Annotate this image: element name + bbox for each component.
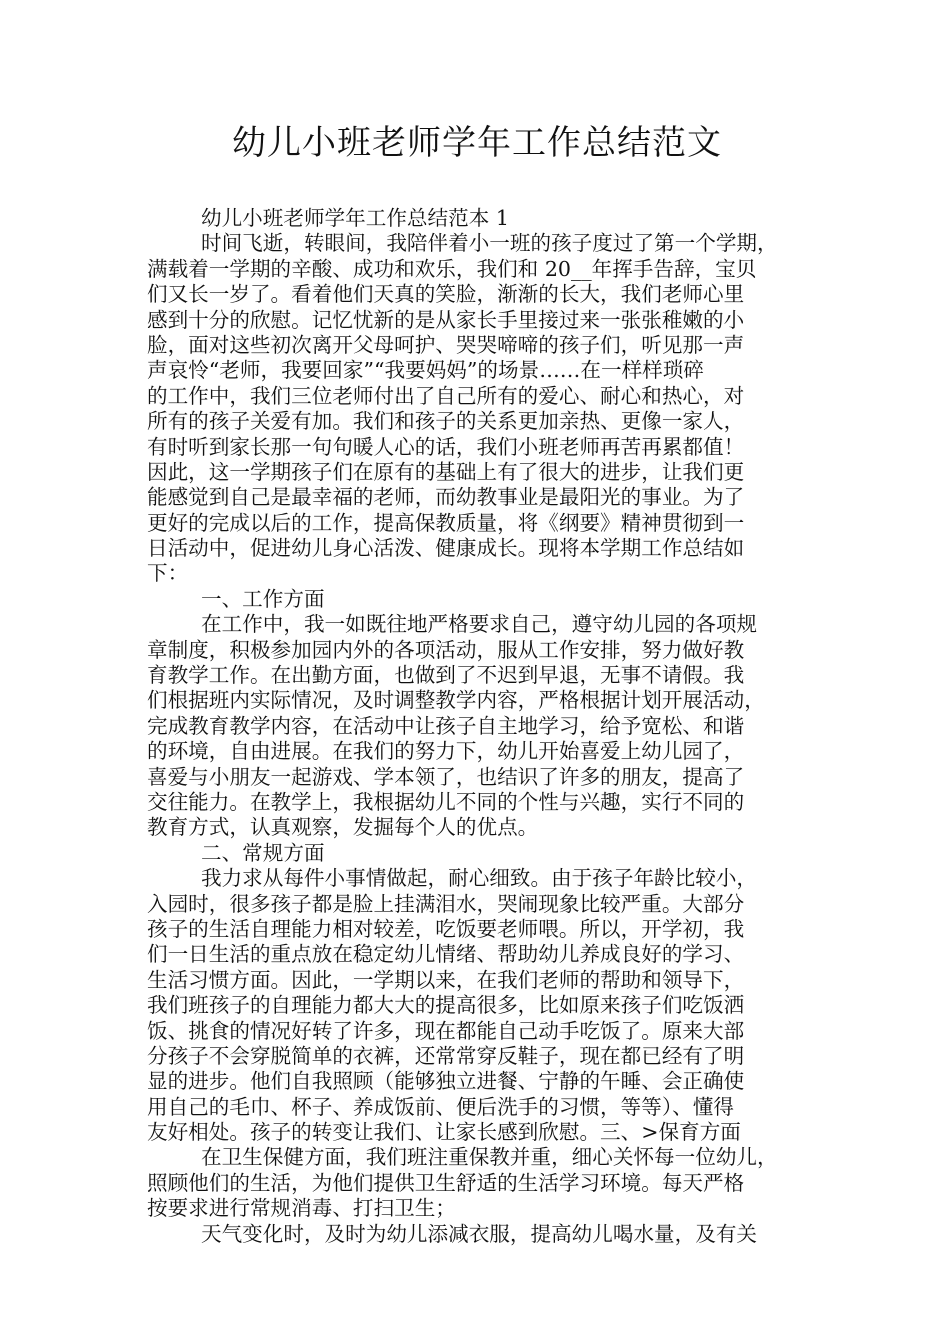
text-line: 入园时，很多孩子都是脸上挂满泪水，哭闹现象比较严重。大部分 xyxy=(147,891,745,916)
text-line: 们一日生活的重点放在稳定幼儿情绪、帮助幼儿养成良好的学习、 xyxy=(147,942,745,967)
document-body xyxy=(147,206,807,1247)
text-line: 的环境，自由进展。在我们的努力下，幼儿开始喜爱上幼儿园了， xyxy=(147,739,745,764)
text-line: 在工作中，我一如既往地严格要求自己，遵守幼儿园的各项规 xyxy=(201,612,758,637)
text-line: 有时听到家长那一句句暖人心的话，我们小班老师再苦再累都值！ xyxy=(147,434,745,459)
text-line: 天气变化时，及时为幼儿添减衣服，提高幼儿喝水量，及有关 xyxy=(201,1221,758,1246)
text-line: 更好的完成以后的工作，提高保教质量，将《纲要》精神贯彻到一 xyxy=(147,510,745,535)
text-line: 的工作中，我们三位老师付出了自己所有的爱心、耐心和热心，对 xyxy=(147,383,745,408)
text-line: 声哀怜“老师，我要回家”“我要妈妈”的场景……在一样样琐碎 xyxy=(147,358,704,383)
document-title: 幼儿小班老师学年工作总结范文 xyxy=(232,123,722,163)
text-line: 能感觉到自己是最幸福的老师，而幼教事业是最阳光的事业。为了 xyxy=(147,485,745,510)
text-line: 满载着一学期的辛酸、成功和欢乐，我们和 20__年挥手告辞，宝贝 xyxy=(147,256,757,281)
text-line: 我们班孩子的自理能力都大大的提高很多，比如原来孩子们吃饭洒 xyxy=(147,993,745,1018)
text-line: 时间飞逝，转眼间，我陪伴着小一班的孩子度过了第一个学期， xyxy=(201,231,778,256)
text-line: 二、常规方面 xyxy=(201,840,325,865)
text-line: 按要求进行常规消毒、打扫卫生； xyxy=(147,1196,456,1221)
text-line: 交往能力。在教学上，我根据幼儿不同的个性与兴趣，实行不同的 xyxy=(147,789,745,814)
text-line: 们又长一岁了。看着他们天真的笑脸，渐渐的长大，我们老师心里 xyxy=(147,282,745,307)
text-line: 章制度，积极参加园内外的各项活动，服从工作安排，努力做好教 xyxy=(147,637,745,662)
text-line: 一、工作方面 xyxy=(201,586,325,611)
text-line: 脸，面对这些初次离开父母呵护、哭哭啼啼的孩子们，听见那一声 xyxy=(147,332,745,357)
text-line: 友好相处。孩子的转变让我们、让家长感到欣慰。三、>保育方面 xyxy=(147,1120,741,1145)
text-line: 孩子的生活自理能力相对较差，吃饭要老师喂。所以，开学初，我 xyxy=(147,916,745,941)
text-line: 日活动中，促进幼儿身心活泼、健康成长。现将本学期工作总结如 xyxy=(147,536,745,561)
text-line: 因此，这一学期孩子们在原有的基础上有了很大的进步，让我们更 xyxy=(147,459,745,484)
text-line: 照顾他们的生活，为他们提供卫生舒适的生活学习环境。每天严格 xyxy=(147,1170,745,1195)
text-line: 教育方式，认真观察，发掘每个人的优点。 xyxy=(147,815,539,840)
text-line: 育教学工作。在出勤方面，也做到了不迟到早退，无事不请假。我 xyxy=(147,663,745,688)
text-line: 在卫生保健方面，我们班注重保教并重，细心关怀每一位幼儿， xyxy=(201,1145,778,1170)
text-line: 分孩子不会穿脱简单的衣裤，还常常穿反鞋子，现在都已经有了明 xyxy=(147,1043,745,1068)
text-line: 显的进步。他们自我照顾（能够独立进餐、宁静的午睡、会正确使 xyxy=(147,1069,745,1094)
text-line: 幼儿小班老师学年工作总结范本 1 xyxy=(201,206,509,230)
text-line: 所有的孩子关爱有加。我们和孩子的关系更加亲热、更像一家人， xyxy=(147,409,745,434)
text-line: 我力求从每件小事情做起，耐心细致。由于孩子年龄比较小， xyxy=(201,866,758,891)
text-line: 感到十分的欣慰。记忆忧新的是从家长手里接过来一张张稚嫩的小 xyxy=(147,307,745,332)
text-line: 用自己的毛巾、杯子、养成饭前、便后洗手的习惯，等等）、懂得 xyxy=(147,1094,734,1119)
text-line: 饭、挑食的情况好转了许多，现在都能自己动手吃饭了。原来大部 xyxy=(147,1018,745,1043)
text-line: 喜爱与小朋友一起游戏、学本领了，也结识了许多的朋友，提高了 xyxy=(147,764,745,789)
text-line: 完成教育教学内容，在活动中让孩子自主地学习，给予宽松、和谐 xyxy=(147,713,745,738)
text-line: 们根据班内实际情况，及时调整教学内容，严格根据计划开展活动， xyxy=(147,688,765,713)
document-page xyxy=(147,118,807,1247)
text-line: 下： xyxy=(147,561,189,586)
text-line: 生活习惯方面。因此，一学期以来，在我们老师的帮助和领导下， xyxy=(147,967,745,992)
